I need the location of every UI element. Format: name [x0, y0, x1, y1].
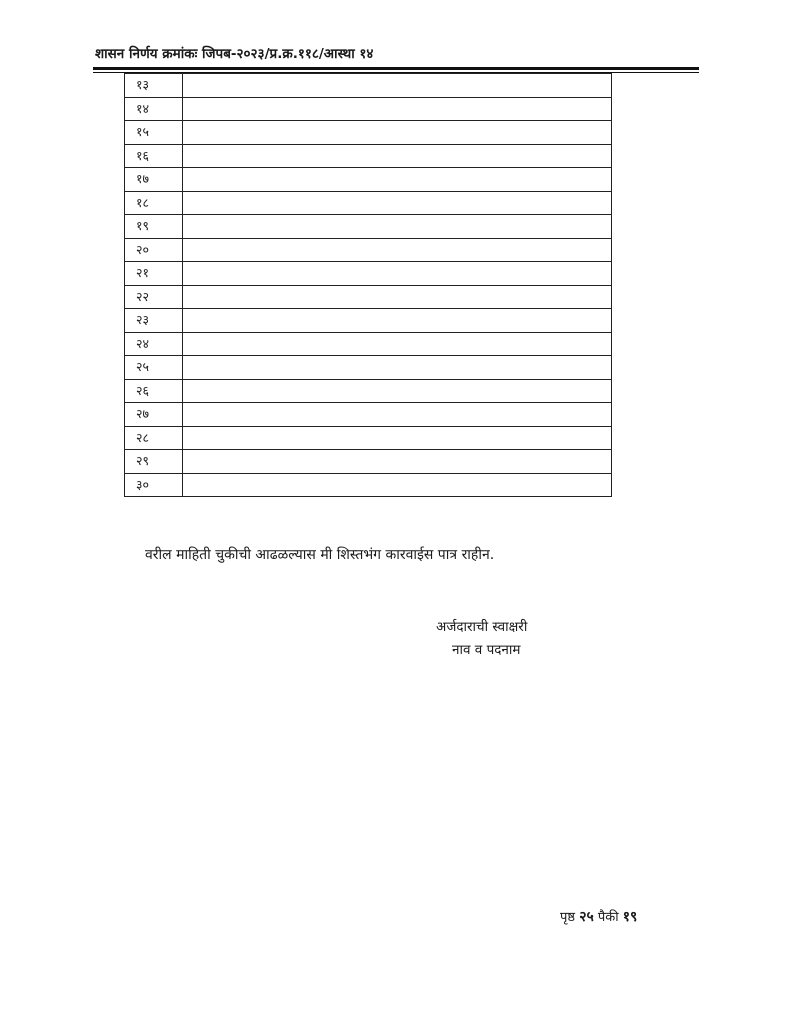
row-value-cell [183, 121, 612, 145]
table-row [125, 262, 612, 286]
row-number-cell: १७ [125, 168, 183, 192]
page-total: २५ [579, 909, 594, 925]
row-value-cell [183, 74, 612, 98]
row-number-cell: २७ [125, 403, 183, 427]
table-row [125, 285, 612, 309]
row-number-cell: २८ [125, 426, 183, 450]
declaration-text: वरील माहिती चुकीची आढळल्यास मी शिस्तभंग कारवाईस पात्र राहीन. [145, 547, 495, 563]
row-number-cell: २४ [125, 332, 183, 356]
header-rule-thick [93, 67, 699, 70]
row-number-cell: १३ [125, 74, 183, 98]
row-value-cell [183, 450, 612, 474]
page-current: १९ [622, 909, 638, 925]
row-value-cell [183, 403, 612, 427]
row-number-cell: १६ [125, 144, 183, 168]
row-number-cell: २१ [125, 262, 183, 286]
row-number-cell: २९ [125, 450, 183, 474]
row-number-cell: २६ [125, 379, 183, 403]
table-row [125, 144, 612, 168]
row-number-cell: २५ [125, 356, 183, 380]
applicant-signature-label: अर्जदाराची स्वाक्षरी [436, 619, 528, 635]
table-row [125, 403, 612, 427]
row-value-cell [183, 144, 612, 168]
row-value-cell [183, 97, 612, 121]
name-designation-label: नाव व पदनाम [452, 642, 521, 658]
entry-table [124, 73, 612, 497]
table-row [125, 191, 612, 215]
table-row [125, 473, 612, 497]
row-value-cell [183, 262, 612, 286]
table-row [125, 356, 612, 380]
table-row [125, 215, 612, 239]
table-row [125, 121, 612, 145]
row-value-cell [183, 191, 612, 215]
row-value-cell [183, 285, 612, 309]
row-number-cell: १८ [125, 191, 183, 215]
row-value-cell [183, 426, 612, 450]
table-row [125, 450, 612, 474]
table-row [125, 379, 612, 403]
row-number-cell: ३० [125, 473, 183, 497]
table-row [125, 332, 612, 356]
row-value-cell [183, 238, 612, 262]
row-value-cell [183, 215, 612, 239]
row-number-cell: २० [125, 238, 183, 262]
table-row [125, 309, 612, 333]
document-header: शासन निर्णय क्रमांकः जिपब-२०२३/प्र.क्र.११८/आस्था १४ [95, 46, 374, 62]
row-value-cell [183, 473, 612, 497]
table-row [125, 168, 612, 192]
table-row [125, 97, 612, 121]
row-value-cell [183, 309, 612, 333]
page-prefix: पृष्ठ [560, 910, 576, 925]
table-row [125, 74, 612, 98]
table-row [125, 238, 612, 262]
row-number-cell: २२ [125, 285, 183, 309]
page-number [560, 907, 637, 926]
row-number-cell: १९ [125, 215, 183, 239]
row-value-cell [183, 168, 612, 192]
table-row [125, 426, 612, 450]
row-number-cell: १५ [125, 121, 183, 145]
row-number-cell: १४ [125, 97, 183, 121]
row-value-cell [183, 379, 612, 403]
row-number-cell: २३ [125, 309, 183, 333]
row-value-cell [183, 332, 612, 356]
page-of: पैकी [597, 910, 619, 925]
row-value-cell [183, 356, 612, 380]
entry-table-body [125, 74, 612, 497]
